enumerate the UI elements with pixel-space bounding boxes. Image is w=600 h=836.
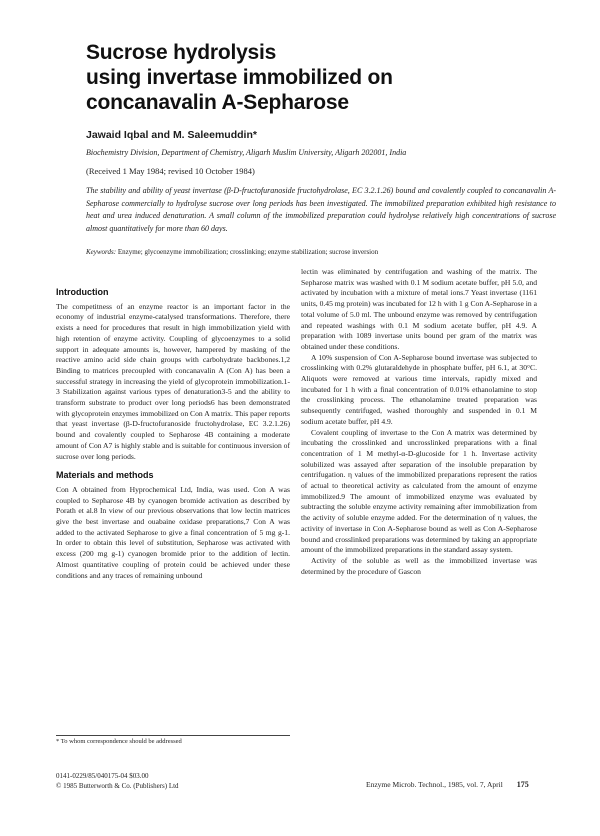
authors: Jawaid Iqbal and M. Saleemuddin* <box>86 129 257 141</box>
left-column <box>56 287 290 581</box>
footer-code: 0141-0229/85/040175-04 $03.00 <box>56 772 149 780</box>
title-line: Sucrose hydrolysis <box>86 41 277 64</box>
paper-title <box>86 40 526 115</box>
body-paragraph: Activity of the soluble as well as the immobilized invertase was determined by the procedure of Gascon <box>301 555 537 576</box>
methods-text: Con A obtained from Hyprochemical Ltd, India, was used. Con A was coupled to Sepharose 4B by cyanogen bromide activation as described by Porath et al.8 In view of our previous observations that low lectin matrices give the best invertase and ouabaine oxidase preparations,7 Con A was added to the activated Sepharose to give a final concentration of 5 mg g-1. In order to obtain this level of substitution, Sepharose was activated with excess (200 mg g-1) cyanogen bromide prior to the addition of lectin. Almost quantitative coupling of protein could be achieved under these conditions and any traces of remaining unbound <box>56 484 290 580</box>
body-paragraph: Covalent coupling of invertase to the Con A matrix was determined by incubating the crosslinked and uncrosslinked preparations with a final concentration of 1 M methyl-α-D-glucoside for 1 h. Invertase activity solubilized was assayed after separation of the insoluble preparation by centrifugation. η values of the immobilized preparations represent the ratios of actual to theoretical activity as calculated from the amount of enzyme immobilized.9 The amount of immobilized enzyme was evaluated by subtracting the soluble enzyme activity remaining after immobilization from the activity of soluble enzyme added. For the determination of η values, the activity of invertase in Con A-Sepharose bound as well as Con A-Sepharose bound and crosslinked preparations was determined by taking an appropriate amount of the immobilized preparations in the standard assay system. <box>301 427 537 555</box>
section-heading-methods: Materials and methods <box>56 470 154 481</box>
body-paragraph: lectin was eliminated by centrifugation and washing of the matrix. The Sepharose matrix was washed with 0.1 M sodium acetate buffer, pH 5.0, and activated by incubation with a mixture of metal ions.7 Yeast invertase (1161 units, 0.45 mg protein) was incubated for 12 h with 1 g Con A-Sepharose in a total volume of 5.0 ml. The unbound enzyme was removed by centrifugation and repeated washings with 0.1 M sodium acetate buffer, pH 4.9. A preparation with 1089 invertase units bound per gram of the matrix was obtained under these conditions. <box>301 267 537 351</box>
title-line: concanavalin A-Sepharose <box>86 91 349 114</box>
affiliation: Biochemistry Division, Department of Chemistry, Aligarh Muslim University, Aligarh 202001, India <box>86 148 407 157</box>
keywords-label: Keywords: <box>86 248 117 256</box>
journal-citation: Enzyme Microb. Technol., 1985, vol. 7, April <box>366 780 503 789</box>
footer-copyright <box>56 772 179 791</box>
keywords <box>86 247 556 257</box>
footnote: * To whom correspondence should be addressed <box>56 735 290 745</box>
section-heading-introduction: Introduction <box>56 287 109 297</box>
right-column <box>301 267 537 577</box>
footer-journal <box>366 780 529 789</box>
title-line: using invertase immobilized on <box>86 66 393 89</box>
page-number: 175 <box>516 780 529 789</box>
body-paragraph: A 10% suspension of Con A-Sepharose bound invertase was subjected to crosslinking with 0.2% glutaraldehyde in phosphate buffer, pH 6.1, at 30°C. Aliquots were removed at various time intervals, rapidly mixed and incubated for 1 h with a final concentration of 0.01% ethanolamine to stop the crosslinking process. The ethanolamine treated preparation was subsequently centrifuged, washed thoroughly and suspended in 0.1 M sodium acetate buffer, pH 4.9. <box>301 352 537 426</box>
received-dates: (Received 1 May 1984; revised 10 October 1984) <box>86 166 255 176</box>
introduction-text: The competitness of an enzyme reactor is an important factor in the economy of industrial enzyme-catalysed transformations. Therefore, there exists a need for procedures that result in high immobilization yield with high retention of enzyme activity. Coupling of glycoenzymes to a solid support in adequate amounts is, however, hampered by masking of the reactive amino acid side chain groups with carbohydrate backbones.1,2 Binding to matrices precoupled with concanavalin A (Con A) has been a successful strategy in increasing the yield of glycoprotein immobilization.1-3 Stabilization against various types of denaturation3-5 and the ability to transform substrate to product over long periods6 has been demonstrated with glycoprotein enzymes immobilized on Con A matrix. This paper reports that yeast invertase (β-D-fructofuranoside fructohydrolase, EC 3.2.1.26) bound and covalently coupled to Sepharose 4B containing a moderate amount of Con A7 is highly stable and is suitable for continuous inversion of sucrose over long periods. <box>56 301 290 461</box>
abstract: The stability and ability of yeast invertase (β-D-fructofuranoside fructohydrolase, EC 3.2.1.26) bound and covalently coupled to concanavalin A-Sepharose commercially to hydrolyse sucrose over long periods has been investigated. The immobilized preparation exhibited high resistance to heat and urea induced denaturation. A small column of the immobilized preparation could hydrolyse relatively high concentrations of sucrose almost quantitatively for more than 60 days. <box>86 186 556 233</box>
footer-publisher: © 1985 Butterworth & Co. (Publishers) Ltd <box>56 781 179 790</box>
keywords-list: Enzyme; glycoenzyme immobilization; crosslinking; enzyme stabilization; sucrose inversion <box>117 248 379 256</box>
